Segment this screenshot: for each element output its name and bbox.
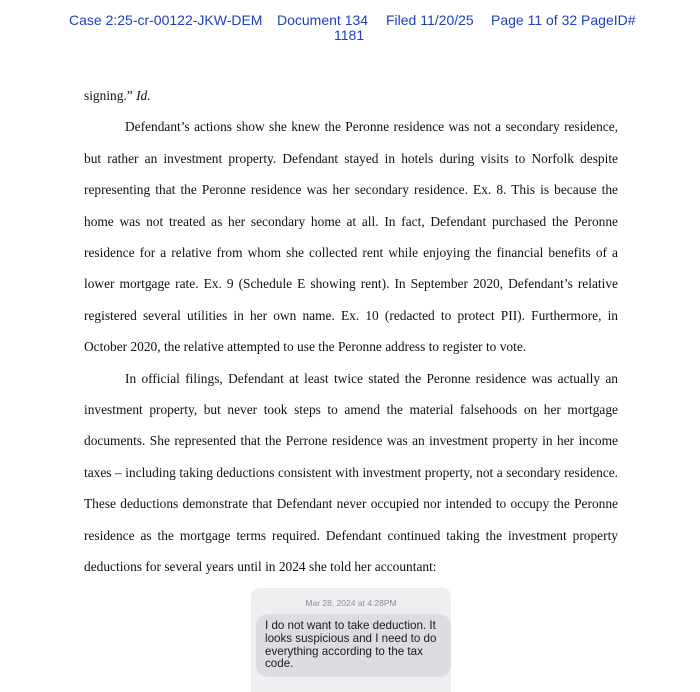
paragraph-text: signing.” xyxy=(84,88,137,103)
paragraph-continuation xyxy=(84,80,618,111)
filed-date: Filed 11/20/25 xyxy=(386,12,474,28)
message-bubble: I do not want to take deduction. It looks suspicious and I need to do everything according to the tax code. xyxy=(256,614,451,677)
document-body xyxy=(84,80,618,583)
case-number: Case 2:25-cr-00122-JKW-DEM xyxy=(69,12,263,28)
paragraph: In official filings, Defendant at least twice stated the Peronne residence was actually an investment property, but never took steps to amend the material falsehoods on her mortgage documents. She represented that the Perrone residence was an investment property in her income taxes – including taking deductions consistent with investment property, not a secondary residence. These deductions demonstrate that Defendant never occupied nor intended to occupy the Peronne residence as the mortgage terms required. Defendant continued taking the investment property deductions for several years until in 2024 she told her accountant: xyxy=(84,370,618,575)
text-message-screenshot xyxy=(251,588,451,692)
paragraph: Defendant’s actions show she knew the Peronne residence was not a secondary residence, but rather an investment property. Defendant stayed in hotels during visits to Norfolk despite representing that the Peronne residence was her secondary residence. Ex. 8. This is because the home was not treated as her secondary home at all. In fact, Defendant purchased the Peronne residence for a relative from whom she collected rent while enjoying the financial benefits of a lower mortgage rate. Ex. 9 (Schedule E showing rent). In September 2020, Defendant’s relative registered several utilities in her own name. Ex. 10 (redacted to protect PII). Furthermore, in October 2020, the relative attempted to use the Peronne address to register to vote. xyxy=(84,119,618,355)
citation: Id. xyxy=(136,88,151,103)
document-number: Document 134 xyxy=(277,12,369,28)
page-id: 1181 xyxy=(334,27,365,43)
page-info: Page 11 of 32 PageID# xyxy=(491,12,636,28)
message-timestamp: Mar 28, 2024 at 4:28PM xyxy=(305,598,397,608)
